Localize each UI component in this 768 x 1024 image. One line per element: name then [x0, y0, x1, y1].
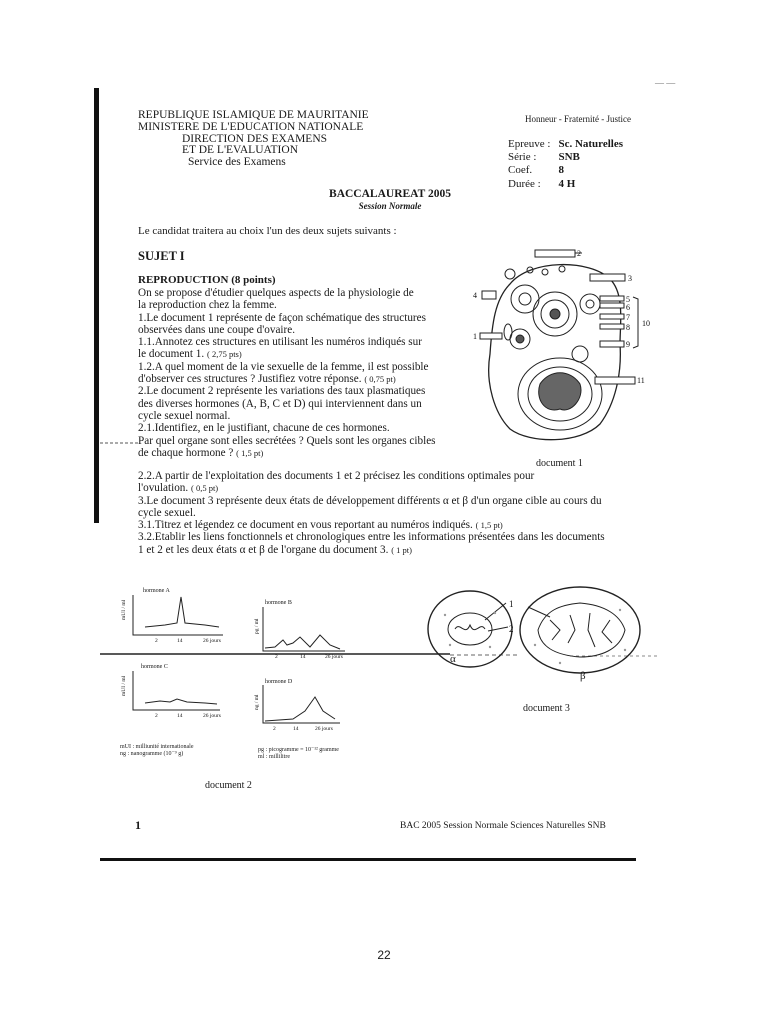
header-line: MINISTERE DE L'EDUCATION NATIONALE — [138, 120, 364, 133]
text-line: la reproduction chez la femme. — [138, 299, 277, 312]
graph-a-tick-26: 26 jours — [203, 638, 221, 644]
graph-d-tick-2: 2 — [273, 726, 276, 732]
text-line: d'observer ces structures ? Justifiez votre réponse. ( 0,75 pt) — [138, 373, 396, 386]
text-line: Par quel organe sont elles secrétées ? Quels sont les organes cibles — [138, 434, 436, 447]
coef-label: Coef. — [508, 164, 533, 177]
scan-mark: — — — [655, 78, 676, 88]
graph-a-ylabel: mUI / ml — [121, 599, 127, 620]
graph-a-title: hormone A — [143, 588, 170, 594]
graph-c-ylabel: mUI / ml — [121, 675, 127, 696]
sujet-heading: SUJET I — [138, 249, 185, 263]
exam-info-table — [508, 138, 627, 191]
text-line: 2.Le document 2 représente les variations des taux plasmatiques — [138, 385, 426, 398]
exam-footer-text: BAC 2005 Session Normale Sciences Naturelles SNB — [400, 821, 606, 831]
text-line: cycle sexuel. — [138, 506, 196, 519]
label-10: 10 — [642, 319, 650, 328]
duree-value: 4 H — [558, 177, 576, 190]
graph-c-tick-26: 26 jours — [203, 713, 221, 719]
beta-label: β — [580, 670, 586, 682]
label-7: 7 — [626, 313, 630, 322]
coef-value: 8 — [558, 164, 564, 177]
doc3-label-1: 1 — [509, 599, 514, 609]
label-2: 2 — [577, 249, 581, 258]
question-text-block — [138, 287, 460, 459]
units-legend-left: mUI : milliunité internationale ng : nanogramme (10⁻⁹ g) — [120, 744, 194, 757]
label-6: 6 — [626, 303, 630, 312]
text-line: 3.1.Titrez et légendez ce document en vous reportant au numéros indiqués. ( 1,5 pt) — [138, 519, 503, 532]
serie-label: Série : — [508, 151, 537, 164]
text-line: observées dans une coupe d'ovaire. — [138, 323, 296, 336]
organ-sections-diagram — [420, 585, 650, 685]
graph-b-ylabel: pg / ml — [254, 618, 260, 634]
left-margin-bar — [94, 88, 99, 523]
graph-d-title: hormone D — [265, 679, 293, 685]
header-line: DIRECTION DES EXAMENS — [182, 132, 328, 145]
label-8: 8 — [626, 323, 630, 332]
serie-value: SNB — [558, 151, 580, 164]
instruction: Le candidat traitera au choix l'un des deux sujets suivants : — [138, 225, 397, 237]
graph-c-tick-14: 14 — [177, 713, 183, 719]
motto: Honneur - Fraternité - Justice — [525, 114, 631, 124]
document-1-caption: document 1 — [536, 458, 583, 469]
question-text-block-2 — [138, 470, 638, 556]
text-line: 3.2.Etablir les liens fonctionnels et chronologiques entre les informations présentées dans les documents — [138, 531, 605, 544]
epreuve-label: Epreuve : — [508, 138, 551, 150]
label-1: 1 — [473, 332, 477, 341]
bottom-rule — [100, 858, 636, 861]
graph-d-tick-14: 14 — [293, 726, 299, 732]
units-legend-right: pg : picogramme = 10⁻¹² gramme ml : millilitre — [258, 747, 339, 760]
graph-a-tick-2: 2 — [155, 638, 158, 644]
exam-title: BACCALAUREAT 2005 — [329, 188, 451, 200]
ministry-header — [138, 110, 369, 169]
exam-page-number: 1 — [135, 818, 141, 832]
document-3-caption: document 3 — [523, 703, 570, 714]
label-3: 3 — [628, 274, 632, 283]
graph-b-tick-14: 14 — [300, 654, 306, 660]
header-line: Service des Examens — [188, 156, 286, 169]
text-line: 1 et 2 et les deux états α et β de l'organe du document 3. ( 1 pt) — [138, 543, 412, 556]
graph-a-tick-14: 14 — [177, 638, 183, 644]
document-2-caption: document 2 — [205, 780, 252, 791]
exam-title-block — [320, 188, 460, 211]
duree-label: Durée : — [508, 177, 541, 190]
text-line: cycle sexuel normal. — [138, 409, 231, 422]
text-line: 1.2.A quel moment de la vie sexuelle de la femme, il est possible — [138, 360, 429, 373]
graph-c-tick-2: 2 — [155, 713, 158, 719]
hormone-graphs — [115, 585, 355, 735]
header-line: REPUBLIQUE ISLAMIQUE DE MAURITANIE — [138, 109, 369, 121]
text-line: le document 1. ( 2,75 pts) — [138, 348, 242, 361]
alpha-label: α — [450, 653, 456, 665]
section-heading: REPRODUCTION (8 points) — [138, 274, 276, 286]
label-11: 11 — [637, 376, 645, 385]
graph-b-tick-26: 26 jours — [325, 654, 343, 660]
header-line: ET DE L'EVALUATION — [182, 144, 298, 157]
text-line: 2.1.Identifiez, en le justifiant, chacune de ces hormones. — [138, 422, 390, 435]
graph-d-ylabel: ng / ml — [254, 694, 260, 710]
doc3-label-2: 2 — [509, 624, 514, 634]
text-line: 2.2.A partir de l'exploitation des documents 1 et 2 précisez les conditions optimales pour — [138, 470, 535, 482]
graph-b-tick-2: 2 — [275, 654, 278, 660]
text-line: de chaque hormone ? ( 1,5 pt) — [138, 446, 264, 459]
exam-session: Session Normale — [358, 201, 422, 211]
graph-c-title: hormone C — [141, 664, 168, 670]
text-line: des diverses hormones (A, B, C et D) qui interviennent dans un — [138, 397, 422, 410]
label-9: 9 — [626, 340, 630, 349]
label-4: 4 — [473, 291, 477, 300]
document-page-number: 22 — [377, 948, 391, 962]
text-line: 3.Le document 3 représente deux états de développement différents α et β d'un organe cible au cours du — [138, 494, 602, 507]
text-line: 1.1.Annotez ces structures en utilisant les numéros indiqués sur — [138, 336, 422, 349]
text-line: On se propose d'étudier quelques aspects de la physiologie de — [138, 287, 414, 299]
text-line: 1.Le document 1 représente de façon schématique des structures — [138, 311, 426, 324]
epreuve-value: Sc. Naturelles — [558, 138, 624, 150]
ovary-diagram — [470, 244, 670, 454]
graph-b-title: hormone B — [265, 600, 292, 606]
text-line: l'ovulation. ( 0,5 pt) — [138, 482, 219, 495]
scan-artifact-line — [100, 440, 140, 446]
label-5: 5 — [626, 295, 630, 304]
graph-d-tick-26: 26 jours — [315, 726, 333, 732]
